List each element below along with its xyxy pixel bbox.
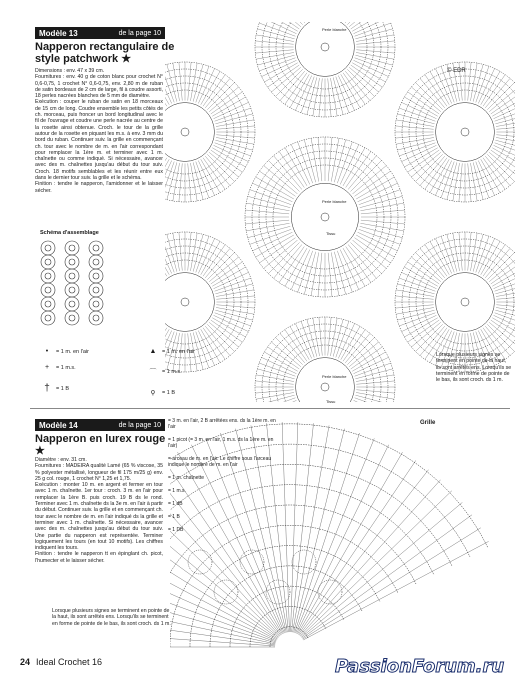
model-13-execution: Exécution : couper le ruban de satin en 18 morceaux de 15 cm de long. Coudre ensemble les petits côtés de ch. morceau, puis froncer un bord longitudinal avec le fil de l'ouvrage et coudre une perle nacrée au centre de la rosette ainsi obtenue. Croch. le tour de la grille autour de la rosette en piquant les m.s. à env. 3 mm du bord du ruban. Continuer suiv. la grille en commençant ch. tour avec le nombre de m. en l'air correspondant pour remplacer la 1ère m. et terminer avec 1 m. chaînette ou comme indiqué. Si nécessaire, avancer avec des m. chaînettes jusqu'au début du tour suiv. Croch. 18 motifs semblables et les réunir entre eux dans le dernier tour suiv. la grille et le schéma. [35, 99, 163, 182]
model-14-chart [170, 412, 510, 652]
model-13-label: Modèle 13 [39, 28, 78, 38]
schema-rosette-inner [69, 245, 75, 251]
perle-label-center: Perle blanche [322, 199, 347, 204]
model-13-note: Lorsque plusieurs signes se terminent en pointe de la haut, ils sont arrêtés ens. Lorsqu'ils se terminent en forme de pointe de le bas, ils sont croch. ds 1 m. [436, 352, 512, 384]
model-14-text [35, 457, 163, 564]
model-13-chart [165, 22, 515, 402]
legend14-picot: = 1 picot (= 3 m. en l'air, 1 m.s. ds la 1ère m. en l'air) [168, 437, 274, 449]
schema-rosette [89, 241, 103, 255]
model-13-supplies: Fournitures : env. 40 g de coton blanc pour crochet N° 0,6-0,75, 1 crochet N° 0,6-0,75, env. 2,80 m de ruban de satin bordeaux de 2 cm de large, fil à coudre assorti, 18 perles nacrées blanches de 5 mm de diamètre. [35, 74, 163, 100]
legend-chain: • = 1 m. en l'air [42, 348, 89, 355]
model-14-label: Modèle 14 [39, 420, 78, 430]
schema-rosette-inner [69, 259, 75, 265]
schema-rosette [65, 297, 79, 311]
legend2-sc: ⌒ = 1 m.s. [149, 369, 182, 376]
schema-rosette [65, 241, 79, 255]
schema-rosette-inner [93, 301, 99, 307]
grille-label: Grille [420, 420, 436, 426]
schema-rosette [89, 255, 103, 269]
schema-rosette [65, 269, 79, 283]
schema-rosette-inner [93, 287, 99, 293]
legend14-sc: = 1 m.s. [168, 488, 186, 494]
plus-icon: + [44, 364, 50, 371]
triangle-icon: ▲ [149, 348, 157, 355]
schema-rosette-inner [69, 287, 75, 293]
assembly-schema-title: Schéma d'assemblage [40, 230, 99, 236]
tissu-label-center: Tissu [326, 231, 336, 236]
dagger-icon: † [44, 383, 50, 394]
schema-rosette [41, 283, 55, 297]
model-14-execution: Exécution : monter 10 m. en argent et fermer en tour avec 1 m. chaînette. 1er tour : croch. 3 m. en l'air pour remplacer la 1ère B. puis croch. 19 B ds le rond. Terminer avec 1 m. chaînette ds la 3e m. en l'air à partir du début. Continuer suiv. la grille et en commençant ch. tour avec le nombre de m. en l'air indiqué ds la grille et terminer avec 1 m. chaînette. Si nécessaire, avancer avec des m. chaînettes jusqu'au début du tour suiv. Une partie du napperon est représentée. Terminer logiquement les tours (en tout 10 motifs). Les chiffres indiquent les tours. [35, 482, 163, 552]
model-14-supplies: Fournitures : MADEIRA qualité Lamé (65 % viscose, 35 % polyester métallisé, longueur de fil 175 m/25 g) env. 25 g col. rouge, 1 crochet N° 1,25 et 1,75. [35, 463, 163, 482]
schema-rosette-inner [93, 273, 99, 279]
schema-rosette [89, 269, 103, 283]
model-13-header [35, 27, 165, 39]
schema-rosette-inner [45, 245, 51, 251]
model-13-title: Napperon rectangulaire de style patchwork ★ [35, 41, 175, 65]
legend14-dc: = 1 B [168, 514, 180, 520]
schema-rosette [89, 311, 103, 325]
model-13-finish: Finition : tendre le napperon, l'amidonner et le laisser sécher. [35, 181, 163, 194]
schema-rosette-inner [93, 259, 99, 265]
model-14-note: Lorsque plusieurs signes se terminent en pointe de la haut, ils sont arrêtés ens. Lorsqu'ils se terminent en forme de pointe de le bas, ils sont croch. ds 1 m. [52, 608, 171, 627]
schema-rosette-inner [69, 301, 75, 307]
schema-rosette-inner [69, 273, 75, 279]
q-bead-icon: ϙ [151, 389, 155, 396]
schema-rosette-inner [45, 301, 51, 307]
schema-rosette-inner [45, 273, 51, 279]
legend14-cluster: = 3 m. en l'air, 2 B arrêtées ens. ds la 1ère m. en l'air [168, 418, 276, 430]
schema-rosette [41, 241, 55, 255]
magazine-name: Ideal Crochet 16 [36, 657, 103, 667]
model-13-text [35, 68, 163, 194]
schema-rosette [41, 255, 55, 269]
legend-sc: + = 1 m.s. [42, 364, 76, 371]
arc-icon: ⌒ [149, 369, 157, 376]
schema-rosette-inner [45, 259, 51, 265]
schema-rosette [65, 311, 79, 325]
model-14-finish: Finition : tendre le napperon tt en épinglant ch. picot, l'humecter et le laisser sécher. [35, 551, 163, 564]
dot-icon: • [45, 348, 49, 355]
legend14-hdc: = 1 dB [168, 501, 183, 507]
schema-rosette-inner [93, 245, 99, 251]
schema-rosette-inner [45, 315, 51, 321]
legend-dc: † = 1 B [42, 383, 69, 394]
model-14-page-ref: de la page 10 [118, 421, 161, 429]
legend2-b: ϙ = 1 B [148, 389, 175, 396]
schema-rosette [65, 255, 79, 269]
model-13-dimensions: Dimensions : env. 47 x 39 cm. [35, 68, 105, 74]
page-number: 24 [20, 657, 31, 667]
perle-label-bottom: Perle blanche [322, 374, 347, 379]
schema-rosette-inner [69, 315, 75, 321]
model-14-dimensions: Diamètre : env. 31 cm. [35, 457, 87, 463]
schema-rosette-inner [45, 287, 51, 293]
schema-rosette [41, 297, 55, 311]
assembly-schema [34, 238, 114, 328]
schema-rosette [41, 269, 55, 283]
model-14-header [35, 419, 165, 431]
schema-rosette [41, 311, 55, 325]
legend2-chain: ▲ = 1 m. en l'air [149, 348, 195, 355]
tissu-label-bottom: Tissu [326, 399, 336, 404]
edr-copyright: © EDR [447, 68, 466, 74]
perle-label-top: Perle blanche [322, 27, 347, 32]
schema-rosette-inner [93, 315, 99, 321]
watermark: PassionForum.ru [335, 656, 505, 677]
schema-rosette [89, 297, 103, 311]
section-divider [30, 408, 510, 409]
schema-rosette [89, 283, 103, 297]
model-13-page-ref: de la page 10 [118, 29, 161, 37]
legend14-slip: = 1 m. chaînette [168, 475, 204, 481]
model-14-title: Napperon en lurex rouge ★ [35, 433, 166, 457]
schema-rosette [65, 283, 79, 297]
legend14-tr: = 1 DB [168, 527, 184, 533]
legend14-arch: = arceau de m. en l'air. Le chiffre sous l'arceau indique le nombre de m. en l'air [168, 456, 272, 468]
